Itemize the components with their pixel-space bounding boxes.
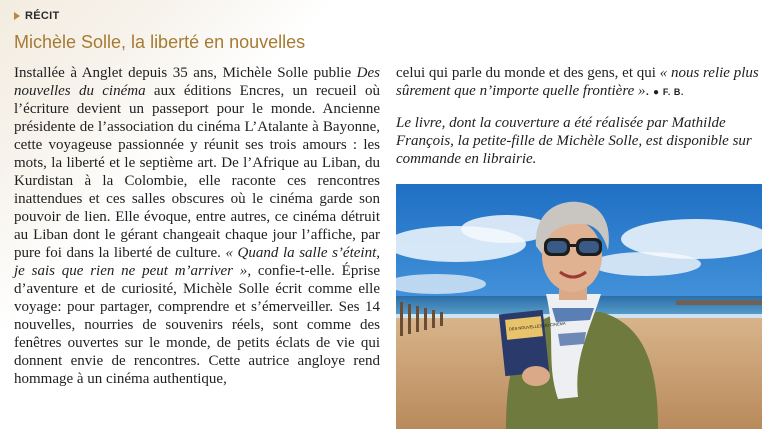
article-column-2 — [396, 64, 762, 168]
paragraph-conclusion — [396, 64, 762, 102]
author-signature: F. B. — [662, 87, 684, 97]
paragraph-book-info: Le livre, dont la couverture a été réalisée par Mathilde François, la petite-fille de Michèle Solle, est disponible sur commande en librairie. — [396, 115, 752, 167]
book-cover-text: DES NOUVELLES DU CINÉMA — [508, 320, 566, 332]
quote-frontiere: « nous relie plus sûrement que n’importe quelle frontière » — [396, 65, 759, 99]
kicker-label: RÉCIT — [25, 10, 60, 22]
paragraph-body: aux éditions Encres, un recueil où l’écriture devient un passeport pour le monde. Ancienne présidente de l’association du cinéma L’Atalante à Bayonne, cette voyageuse passionnée y réunit ses trois amours : les mots, la liberté et le septième art. De l’Afrique au Liban, du Kurdistan à la Colombie, elle raconte ces rencontres inattendues et ces salles obscures où le cinéma garde son pouvoir de lien. Elle évoque, entre autres, ce cinéma détruit au Liban dont le gérant changeait chaque jour l’affiche, par pure foi dans la liberté de culture. — [14, 83, 380, 261]
conclusion-text: celui qui parle du monde et des gens, et qui — [396, 65, 660, 81]
triangle-right-icon — [14, 12, 20, 20]
article-column-1 — [14, 64, 380, 388]
paragraph-intro: Installée à Anglet depuis 35 ans, Michèle Solle publie — [14, 65, 357, 81]
article-title: Michèle Solle, la liberté en nouvelles — [14, 32, 306, 52]
section-kicker — [14, 10, 60, 22]
paragraph-body-end: , confie-t-elle. Éprise d’aventure et de curiosité, Michèle Solle écrit comme elle voyage: pour partager, comprendre et s’émerveiller. Ses 14 nouvelles, nourries de souvenirs réels, sont comme des fenêtres ouvertes sur le monde, de petits éclats de vie qui donnent envie de rencontres. Cette autrice angloye rend hommage à un cinéma authentique, — [14, 263, 380, 387]
signature-dot: ● — [653, 87, 660, 98]
book-title: Des nouvelles du cinéma — [14, 65, 380, 99]
quote-cinema: « Quand la salle s’éteint, je sais que rien ne peut m’arriver » — [14, 245, 380, 279]
author-photo — [396, 184, 762, 429]
conclusion-period: . — [645, 83, 650, 99]
